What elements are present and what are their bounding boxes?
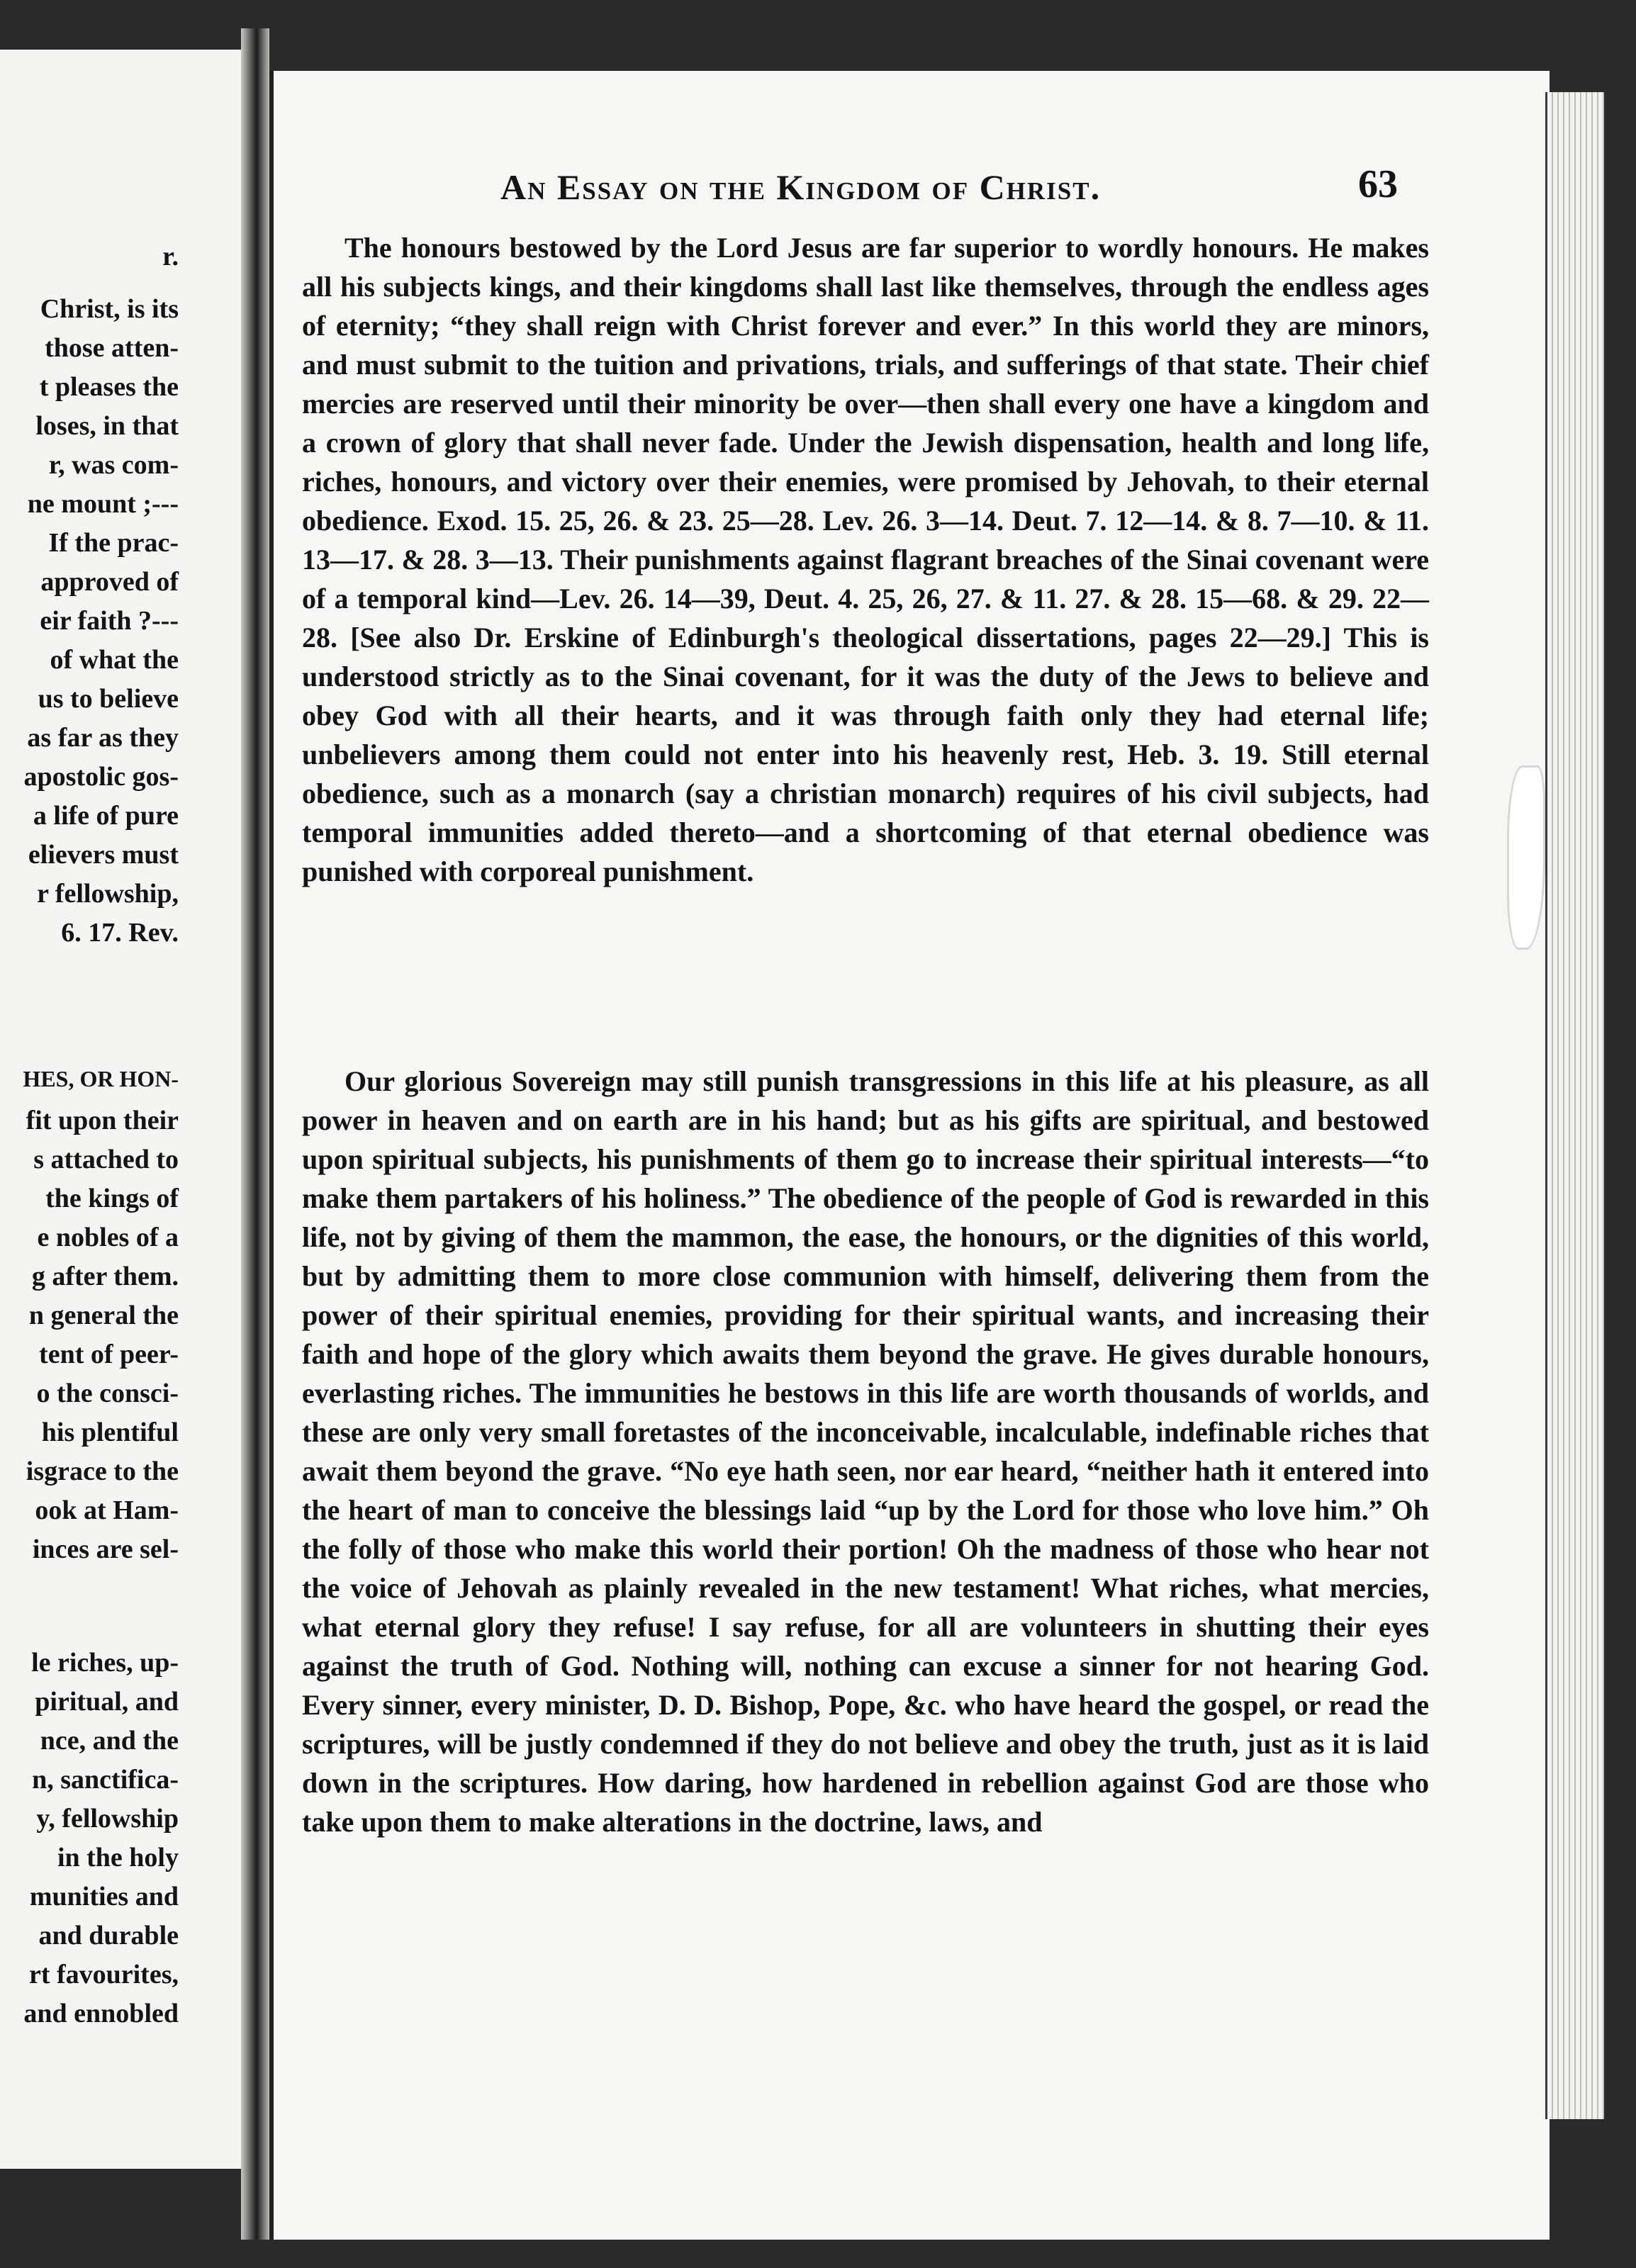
left-page-line: as far as they: [27, 723, 179, 753]
left-page-line: loses, in that: [35, 411, 179, 441]
left-page-line: isgrace to the: [26, 1456, 179, 1486]
left-page-line: e nobles of a: [37, 1223, 179, 1252]
left-page-line: r fellowship,: [37, 879, 179, 909]
left-page: [0, 50, 241, 2169]
left-page-line: rt favourites,: [28, 1960, 179, 1989]
left-page-line: and durable: [38, 1921, 179, 1950]
paragraph-text: Our glorious Sovereign may still punish transgressions in this life at his pleasure, as all power in heaven and on earth are in his hand; but as his gifts are spiritual, and bestowed upon spiritual subjects, his punishments of them go to increase their spiritual interests—“to make them partakers of his holiness.” The obedience of the people of God is rewarded in this life, not by giving of them the mammon, the ease, the honours, or the dignities of this world, but by admitting them to more close communion with himself, delivering them from the power of their spiritual enemies, providing for their spiritual wants, and increasing their faith and hope of the glory which awaits them beyond the grave. He gives durable honours, everlasting riches. The immunities he bestows in this life are worth thousands of worlds, and these are only very small foretastes of the inconceivable, incalculable, indefinable riches that await them beyond the grave. “No eye hath seen, nor ear heard, “neither hath it entered into the heart of man to conceive the blessings laid “up by the Lord for those who love him.” Oh the folly of those who make this world their portion! Oh the madness of those who hear not the voice of Jehovah as plainly revealed in the new testament! What riches, what mercies, what eternal glory they refuse! I say refuse, for all are volunteers in shutting their eyes against the truth of God. Nothing will, nothing can excuse a sinner for not hearing God. Every sinner, every minister, D. D. Bishop, Pope, &c. who have heard the gospel, or read the scriptures, will be justly condemned if they do not believe and obey the truth, just as it is laid down in the scriptures. How daring, how hardened in rebellion against God are those who take upon them to make alterations in the doctrine, laws, and: [302, 1065, 1429, 1838]
left-page-line: g after them.: [31, 1262, 179, 1291]
left-page-line: the kings of: [45, 1184, 179, 1213]
left-page-line: approved of: [40, 567, 179, 597]
left-page-line: nce, and the: [40, 1726, 179, 1756]
page-number: 63: [1358, 162, 1398, 206]
paragraph-text: The honours bestowed by the Lord Jesus are far superior to wordly honours. He makes all his subjects kings, and their kingdoms shall last like themselves, through the endless ages of eternity; “they shall reign with Christ forever and ever.” In this world they are minors, and must submit to the tuition and privations, trials, and sufferings of that state. Their chief mercies are reserved until their minority be over—then shall every one have a kingdom and a crown of glory that shall never fade. Under the Jewish dispensation, health and long life, riches, honours, and victory over their enemies, were promised by Jehovah, to their eternal obedience. Exod. 15. 25, 26. & 23. 25—28. Lev. 26. 3—14. Deut. 7. 12—14. & 8. 7—10. & 11. 13—17. & 28. 3—13. Their punishments against flagrant breaches of the Sinai covenant were of a temporal kind—Lev. 26. 14—39, Deut. 4. 25, 26, 27. & 11. 27. & 28. 15—68. & 29. 22—28. [See also Dr. Erskine of Edinburgh's theological dissertations, pages 22—29.] This is understood strictly as to the Sinai covenant, for it was the duty of the Jews to believe and obey God with all their hearts, and it was through faith only they had eternal life; unbelievers among them could not enter into his heavenly rest, Heb. 3. 19. Still eternal obedience, such as a monarch (say a christian monarch) requires of his civil subjects, had temporal immunities added thereto—and a shortcoming of that eternal obedience was punished with corporeal punishment.: [302, 232, 1429, 887]
left-page-line: us to believe: [38, 684, 179, 714]
left-page-line: apostolic gos-: [23, 762, 179, 792]
left-page-line: o the consci-: [36, 1379, 179, 1408]
paragraph: [302, 1062, 1429, 1841]
left-page-line: t pleases the: [39, 372, 179, 402]
left-page-line: of what the: [50, 645, 179, 675]
left-page-line: elievers must: [28, 840, 179, 870]
left-page-line: fit upon their: [26, 1106, 179, 1135]
left-page-line: piritual, and: [35, 1687, 179, 1717]
left-page-line: and ennobled: [23, 1999, 179, 2028]
left-page-line: ne mount ;---: [27, 489, 179, 519]
left-page-line: 6. 17. Rev.: [61, 918, 179, 948]
left-page-line: n general the: [28, 1301, 179, 1330]
left-page-line: a life of pure: [33, 801, 179, 831]
left-page-line: tent of peer-: [39, 1340, 179, 1369]
left-page-line: le riches, up-: [31, 1648, 179, 1678]
left-page-line: munities and: [29, 1882, 179, 1911]
left-page-line: r, was com-: [48, 450, 179, 480]
paragraph: [302, 228, 1429, 891]
left-page-line: s attached to: [33, 1145, 179, 1174]
left-page-line: in the holy: [57, 1843, 179, 1873]
left-page-line: his plentiful: [41, 1418, 179, 1447]
left-page-line: inces are sel-: [32, 1534, 179, 1564]
left-page-line: those atten-: [45, 333, 179, 363]
left-page-line: HES, OR HON-: [23, 1066, 179, 1091]
left-page-line: n, sanctifica-: [32, 1765, 179, 1795]
left-page-line: r.: [162, 242, 179, 271]
left-page-line: Christ, is its: [40, 294, 179, 324]
left-page-line: y, fellowship: [36, 1804, 179, 1834]
left-page-line: If the prac-: [48, 528, 179, 558]
right-page: [269, 71, 1550, 2240]
page-edge: [1545, 92, 1604, 2119]
paper-tear: [1507, 765, 1545, 950]
book-gutter: [241, 28, 269, 2240]
left-page-line: eir faith ?---: [40, 606, 179, 636]
running-header: An Essay on the Kingdom of Christ.: [500, 167, 1102, 207]
left-page-line: ook at Ham-: [35, 1495, 179, 1525]
